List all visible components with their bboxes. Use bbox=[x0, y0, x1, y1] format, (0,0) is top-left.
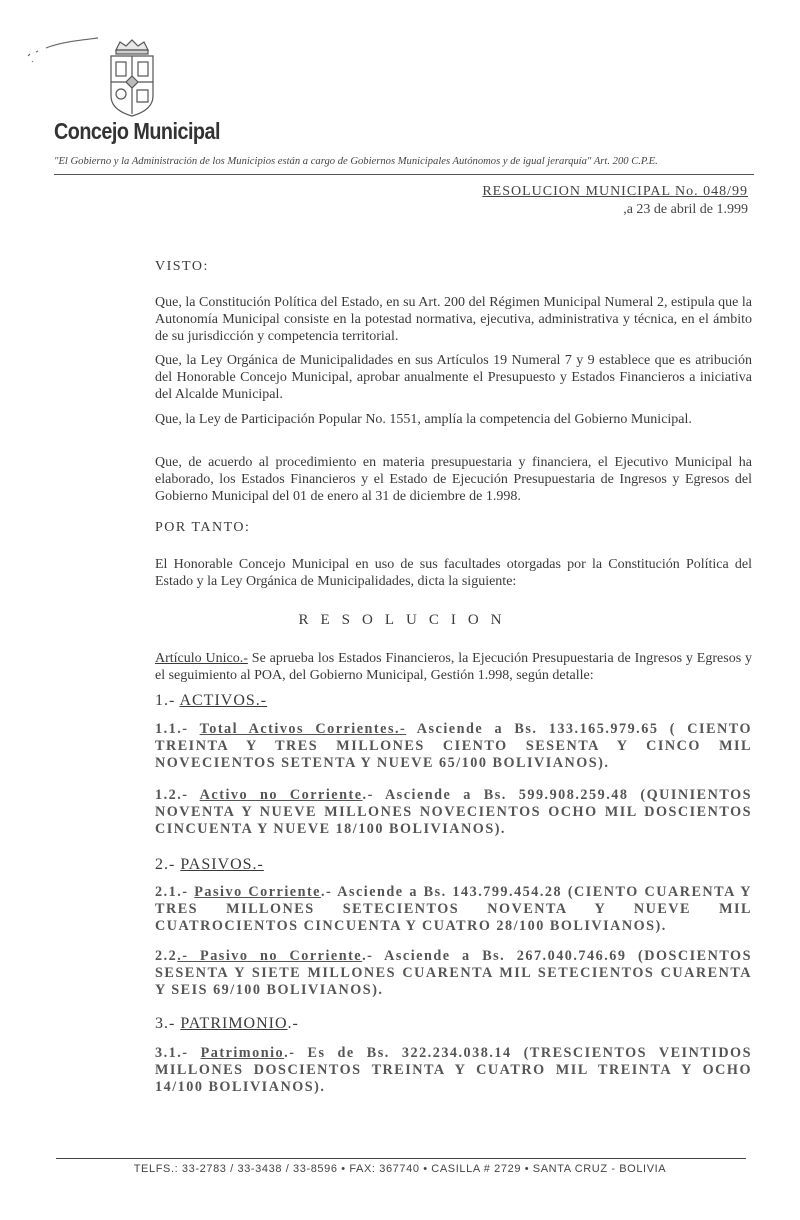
visto-heading: VISTO: bbox=[155, 259, 209, 274]
activos-item: 1.2.- Activo no Corriente.- Asciende a Bs. 599.908.259.48 (QUINIENTOS NOVENTA Y NUEVE MILLONES NOVECIENTOS OCHO MIL DOSCIENTOS CINCUENTA Y NUEVE 18/100 BOLIVIANOS). bbox=[155, 787, 752, 837]
visto-paragraph: Que, la Constitución Política del Estado, en su Art. 200 del Régimen Municipal Numeral 2, estipula que la Autonomía Municipal consiste en la potestad normativa, ejecutiva, administrativa y técnica, en el ámbito de su jurisdicción y competencia territorial. bbox=[155, 295, 752, 344]
letterhead-motto: "El Gobierno y la Administración de los Municipios están a cargo de Gobiernos Municipales Autónomos y de igual jerarquía" Art. 200 C.P.E. bbox=[54, 156, 658, 167]
organization-name: Concejo Municipal bbox=[54, 118, 220, 144]
pasivos-item: 2.1.- Pasivo Corriente.- Asciende a Bs. 143.799.454.28 (CIENTO CUARENTA Y TRES MILLONES SETECIENTOS NOVENTA Y NUEVE MIL CUATROCIENTOS CINCUENTA Y CUATRO 28/100 BOLIVIANOS). bbox=[155, 884, 753, 934]
section-patrimonio-heading: 3.- PATRIMONIO.- bbox=[155, 1015, 299, 1032]
section-pasivos-heading: 2.- PASIVOS.- bbox=[155, 856, 264, 873]
article-text: Se aprueba los Estados Financieros, la Ejecución Presupuestaria de Ingresos y Egresos y el seguimiento al POA, del Gobierno Municipal, Gestión 1.998, según detalle: bbox=[155, 651, 753, 683]
article-paragraph bbox=[155, 650, 752, 684]
header-divider bbox=[54, 174, 754, 175]
visto-paragraph: Que, la Ley Orgánica de Municipalidades en sus Artículos 19 Numeral 7 y 9 establece que es atribución del Honorable Concejo Municipal, aprobar anualmente el Presupuesto y Estados Financieros a iniciativa del Alcalde Municipal. bbox=[155, 353, 752, 402]
pasivos-item: 2.2.- Pasivo no Corriente.- Asciende a Bs. 267.040.746.69 (DOSCIENTOS SESENTA Y SIETE MILLONES CUARENTA MIL SETECIENTOS CUARENTA Y SEIS 69/100 BOLIVIANOS). bbox=[155, 948, 752, 998]
handwritten-mark bbox=[26, 34, 106, 64]
article-label: Artículo Unico.- bbox=[155, 651, 248, 666]
visto-paragraph: Que, de acuerdo al procedimiento en materia presupuestaria y financiera, el Ejecutivo Municipal ha elaborado, los Estados Financieros y el Estado de Ejecución Presupuestaria de Ingresos y Egresos del Gobierno Municipal del 01 de enero al 31 de diciembre de 1.998. bbox=[155, 455, 752, 504]
footer-contact: TELFS.: 33-2783 / 33-3438 / 33-8596 • FAX: 367740 • CASILLA # 2729 • SANTA CRUZ - BOLIVIA bbox=[133, 1163, 667, 1175]
footer-divider bbox=[56, 1158, 746, 1159]
resolution-heading: RESOLUCION bbox=[298, 612, 514, 628]
resolution-date: ,a 23 de abril de 1.999 bbox=[623, 202, 748, 217]
por-tanto-heading: POR TANTO: bbox=[155, 520, 251, 535]
visto-paragraph: Que, la Ley de Participación Popular No. 1551, amplía la competencia del Gobierno Municipal. bbox=[155, 412, 692, 427]
section-activos-heading: 1.- ACTIVOS.- bbox=[155, 692, 268, 709]
coat-of-arms-icon bbox=[106, 38, 158, 118]
activos-item: 1.1.- Total Activos Corrientes.- Asciende a Bs. 133.165.979.65 ( CIENTO TREINTA Y TRES MILLONES CIENTO SESENTA Y CINCO MIL NOVECIENTOS SETENTA Y NUEVE 65/100 BOLIVIANOS). bbox=[155, 721, 753, 771]
patrimonio-item: 3.1.- Patrimonio.- Es de Bs. 322.234.038.14 (TRESCIENTOS VEINTIDOS MILLONES DOSCIENTOS TREINTA Y CUATRO MIL TREINTA Y OCHO 14/100 BOLIVIANOS). bbox=[155, 1045, 752, 1095]
por-tanto-paragraph: El Honorable Concejo Municipal en uso de sus facultades otorgadas por la Constitución Política del Estado y la Ley Orgánica de Municipalidades, dicta la siguiente: bbox=[155, 557, 752, 589]
resolution-number: RESOLUCION MUNICIPAL No. 048/99 bbox=[482, 184, 748, 199]
